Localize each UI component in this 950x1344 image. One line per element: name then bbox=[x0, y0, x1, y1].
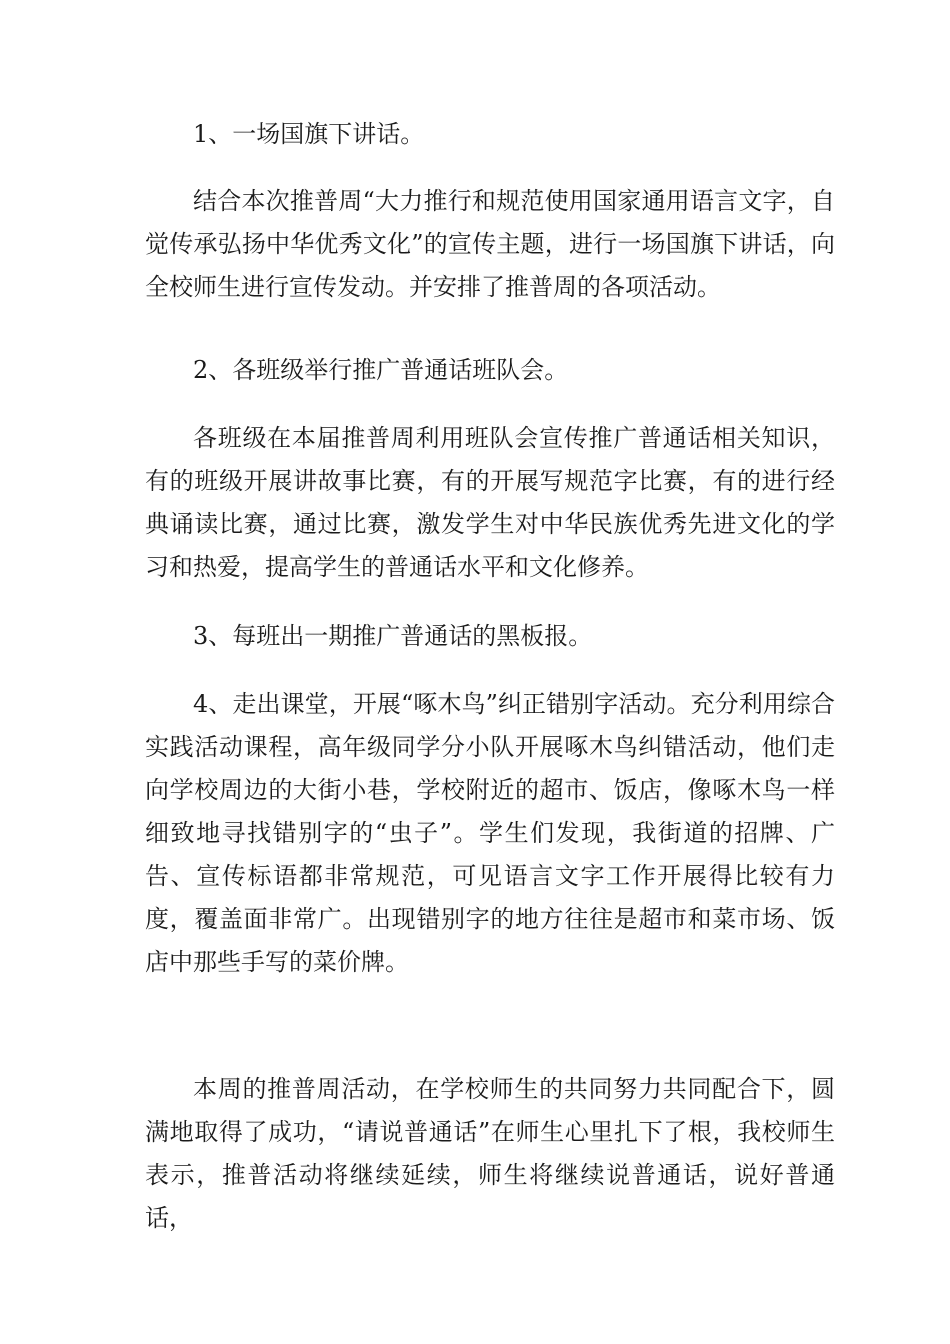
paragraph-item-4-body: 4、走出课堂，开展“啄木鸟”纠正错别字活动。充分利用综合实践活动课程，高年级同学分小队开展啄木鸟纠错活动，他们走向学校周边的大街小巷，学校附近的超市、饭店，像啄木鸟一样细致地寻找错别字的“虫子”。学生们发现，我街道的招牌、广告、宣传标语都非常规范，可见语言文字工作开展得比较有力度，覆盖面非常广。出现错别字的地方往往是超市和菜市场、饭店中那些手写的菜价牌。 bbox=[145, 690, 835, 976]
summary-paragraph: 本周的推普周活动，在学校师生的共同努力共同配合下，圆满地取得了成功，“请说普通话”在师生心里扎下了根，我校师生表示，推普活动将继续延续，师生将继续说普通话，说好普通话， bbox=[145, 1075, 835, 1232]
paragraph-item-3-heading: 3、每班出一期推广普通话的黑板报。 bbox=[193, 622, 593, 650]
paragraph-item-1-body: 结合本次推普周“大力推行和规范使用国家通用语言文字，自觉传承弘扬中华优秀文化”的宣传主题，进行一场国旗下讲话，向全校师生进行宣传发动。并安排了推普周的各项活动。 bbox=[145, 187, 835, 301]
paragraph-item-2-heading: 2、各班级举行推广普通话班队会。 bbox=[193, 356, 569, 384]
paragraph-item-1-heading: 1、一场国旗下讲话。 bbox=[193, 120, 425, 148]
paragraph-item-2-body: 各班级在本届推普周利用班队会宣传推广普通话相关知识，有的班级开展讲故事比赛，有的开展写规范字比赛，有的进行经典诵读比赛，通过比赛，激发学生对中华民族优秀先进文化的学习和热爱，提高学生的普通话水平和文化修养。 bbox=[145, 424, 835, 581]
